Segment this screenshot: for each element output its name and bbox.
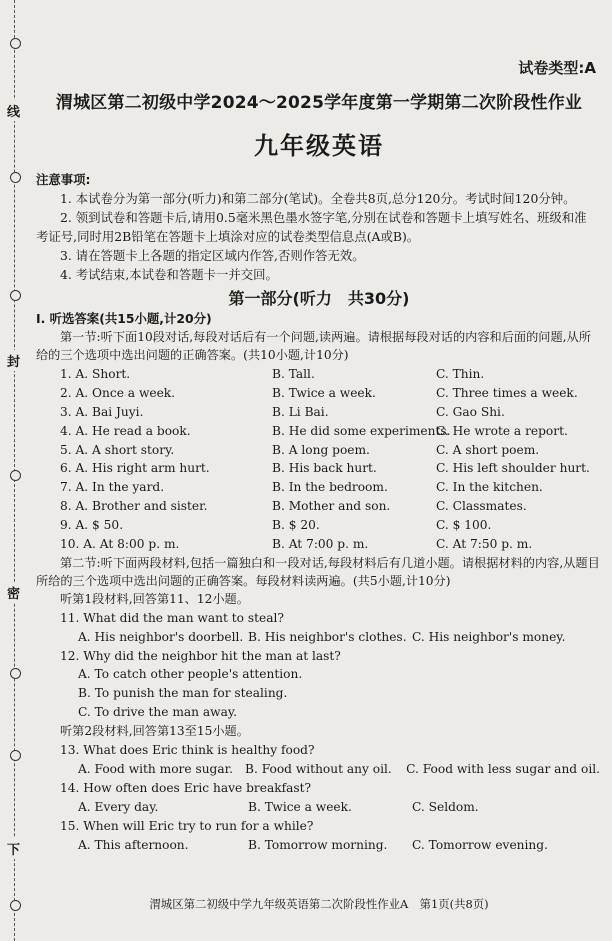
notice-item: 3. 请在答题卡上各题的指定区域内作答,否则作答无效。: [60, 248, 365, 263]
question-row: [36, 478, 600, 497]
option-a: A. Food with more sugar.: [78, 761, 233, 776]
option-c: C. Seldom.: [412, 799, 479, 814]
subject-title: 九年级英语: [254, 132, 384, 160]
part-one-title: 第一部分(听力 共30分): [228, 289, 410, 308]
binding-mark-line: 线: [7, 100, 20, 121]
option-c: C. To drive the man away.: [78, 705, 238, 720]
exam-page: [36, 0, 602, 941]
option-a: A. This afternoon.: [78, 837, 189, 852]
binding-hole: [10, 668, 21, 679]
question-row: [36, 516, 600, 535]
option-b: B. $ 20.: [272, 518, 320, 533]
question-stem: 14. How often does Eric have breakfast?: [60, 780, 312, 795]
question-row: [36, 535, 600, 554]
option-c: C. Thin.: [436, 366, 485, 381]
option-a: A. His neighbor's doorbell.: [78, 629, 244, 644]
notice-title: 注意事项:: [36, 172, 91, 187]
option-c: C. Classmates.: [436, 499, 527, 514]
paper-type-label: 试卷类型:A: [518, 59, 596, 77]
option-c: C. Food with less sugar and oil.: [406, 761, 600, 776]
option-c: C. His left shoulder hurt.: [436, 461, 590, 476]
question-row: [36, 402, 600, 421]
section2-instructions: 第二节:听下面两段材料,包括一篇独白和一段对话,每段材料后有几道小题。请根据材料的内容,从题目所给的三个选项中选出问题的正确答案。每段材料读两遍。(共5小题,计10分): [36, 555, 600, 588]
question-row: [36, 365, 600, 384]
option-c: C. He wrote a report.: [436, 423, 568, 438]
option-a: 5. A. A short story.: [60, 442, 175, 457]
page-footer: 渭城区第二初级中学九年级英语第二次阶段性作业A 第1页(共8页): [149, 897, 489, 911]
binding-hole: [10, 470, 21, 481]
question-options: [36, 798, 600, 817]
option-a: 3. A. Bai Juyi.: [60, 404, 144, 419]
binding-mark-secret: 密: [7, 582, 20, 603]
binding-mark-seal: 封: [7, 350, 20, 371]
option-a: 7. A. In the yard.: [60, 480, 165, 495]
question-stem: 12. Why did the neighbor hit the man at last?: [60, 648, 341, 663]
option-c: C. Three times a week.: [436, 385, 578, 400]
option-a: 1. A. Short.: [60, 366, 131, 381]
exam-header-title: 渭城区第二初级中学2024～2025学年度第一学期第二次阶段性作业: [55, 93, 583, 113]
option-a: 2. A. Once a week.: [60, 385, 176, 400]
option-b: B. Tall.: [272, 366, 315, 381]
material-label: 听第2段材料,回答第13至15小题。: [60, 724, 249, 739]
option-c: C. A short poem.: [436, 442, 540, 457]
option-a: 8. A. Brother and sister.: [60, 499, 208, 514]
binding-hole: [10, 750, 21, 761]
binding-hole: [10, 290, 21, 301]
option-b: B. Mother and son.: [272, 499, 391, 514]
option-b: B. He did some experiments.: [272, 423, 451, 438]
option-a: 4. A. He read a book.: [60, 423, 191, 438]
option-a: 6. A. His right arm hurt.: [60, 461, 210, 476]
question-row: [36, 384, 600, 403]
option-c: C. His neighbor's money.: [412, 629, 566, 644]
question-stem: 15. When will Eric try to run for a while?: [60, 818, 314, 833]
listening-section: [36, 310, 600, 854]
question-options: [36, 628, 600, 647]
binding-mark-bottom: 下: [7, 838, 20, 859]
notice-item: 2. 领到试卷和答题卡后,请用0.5毫米黑色墨水签字笔,分别在试卷和答题卡上填写姓名、班级和准考证号,同时用2B铅笔在答题卡上填涂对应的试卷类型信息点(A或B)。: [36, 210, 587, 244]
option-b: B. Twice a week.: [272, 385, 376, 400]
option-b: B. Tomorrow morning.: [248, 837, 388, 852]
question-row: [36, 459, 600, 478]
section1-instructions: 第一节:听下面10段对话,每段对话后有一个问题,读两遍。请根据每段对话的内容和后面的问题,从所给的三个选项中选出问题的正确答案。(共10小题,计10分): [36, 330, 591, 363]
option-a: A. Every day.: [78, 799, 159, 814]
binding-hole: [10, 172, 21, 183]
binding-hole: [10, 38, 21, 49]
option-a: 9. A. $ 50.: [60, 518, 124, 533]
option-b: B. In the bedroom.: [272, 480, 388, 495]
question-options: [36, 836, 600, 855]
question-options: [36, 760, 600, 779]
material-label: 听第1段材料,回答第11、12小题。: [60, 591, 249, 606]
section-heading: Ⅰ. 听选答案(共15小题,计20分): [36, 311, 212, 326]
option-a: A. To catch other people's attention.: [78, 667, 303, 682]
binding-hole: [10, 900, 21, 911]
option-b: B. To punish the man for stealing.: [78, 686, 288, 701]
option-b: B. His neighbor's clothes.: [248, 629, 407, 644]
option-b: B. At 7:00 p. m.: [272, 536, 369, 551]
option-a: 10. A. At 8:00 p. m.: [60, 536, 180, 551]
notice-block: [36, 170, 596, 284]
notice-item: 4. 考试结束,本试卷和答题卡一并交回。: [60, 267, 278, 282]
option-c: C. $ 100.: [436, 518, 492, 533]
option-c: C. Tomorrow evening.: [412, 837, 548, 852]
question-row: [36, 421, 600, 440]
option-b: B. His back hurt.: [272, 461, 377, 476]
option-b: B. A long poem.: [272, 442, 370, 457]
option-c: C. In the kitchen.: [436, 480, 543, 495]
notice-item: 1. 本试卷分为第一部分(听力)和第二部分(笔试)。全卷共8页,总分120分。考试时间120分钟。: [60, 191, 576, 206]
section1-question-list: [36, 365, 600, 554]
question-stem: 13. What does Eric think is healthy food?: [60, 743, 315, 758]
option-b: B. Twice a week.: [248, 799, 352, 814]
question-stem: 11. What did the man want to steal?: [60, 610, 284, 625]
option-b: B. Li Bai.: [272, 404, 329, 419]
option-c: C. At 7:50 p. m.: [436, 536, 533, 551]
question-row: [36, 440, 600, 459]
question-row: [36, 497, 600, 516]
option-b: B. Food without any oil.: [245, 761, 392, 776]
option-c: C. Gao Shi.: [436, 404, 505, 419]
